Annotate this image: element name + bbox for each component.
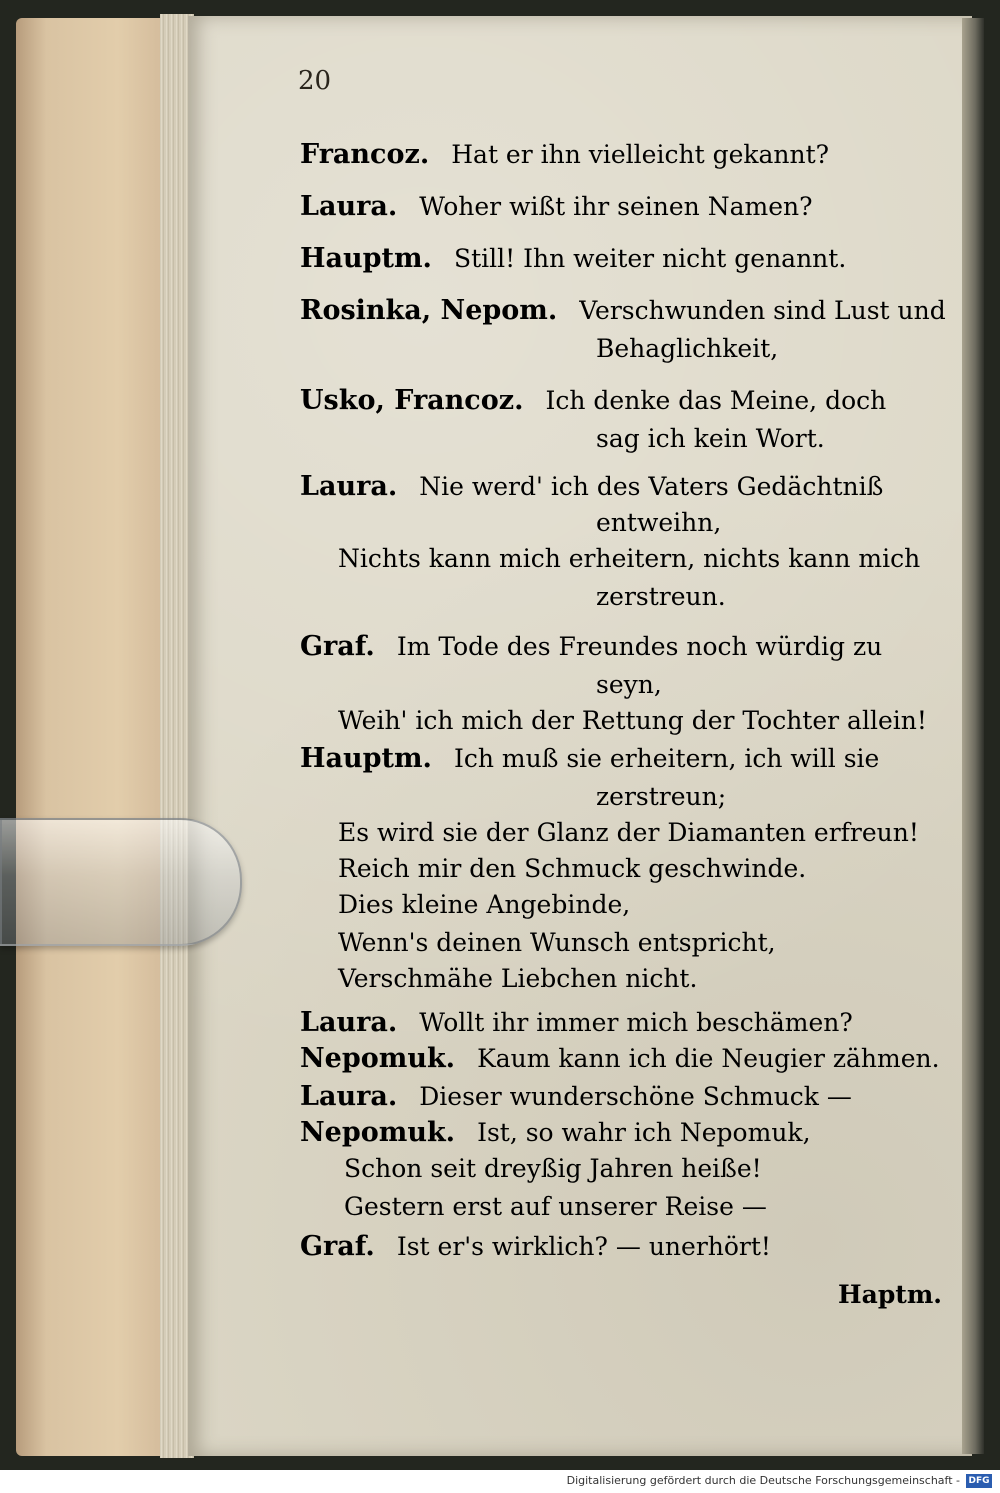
text-line [596, 334, 778, 364]
speaker-name: Hauptm. [300, 743, 432, 774]
footer-credit: Digitalisierung gefördert durch die Deutsche Forschungsgemeinschaft - [566, 1474, 960, 1487]
line-text: Dies kleine Angebinde, [338, 890, 631, 919]
line-text: Verschmähe Liebchen nicht. [338, 964, 698, 993]
speaker-name: Rosinka, Nepom. [300, 295, 558, 326]
text-line [596, 424, 825, 454]
text-line [596, 508, 721, 538]
line-text: Schon seit dreyßig Jahren heiße! [344, 1154, 762, 1183]
line-text: Verschwunden sind Lust und [579, 296, 946, 325]
line-text: Nichts kann mich erheitern, nichts kann mich [338, 544, 921, 573]
text-line [300, 192, 813, 222]
speaker-name: Laura. [300, 471, 398, 502]
speaker-name: Nepomuk. [300, 1117, 456, 1148]
speaker-name: Graf. [300, 1231, 375, 1262]
line-text: Ich denke das Meine, doch [545, 386, 887, 415]
line-text: sag ich kein Wort. [596, 424, 825, 453]
text-line [596, 582, 726, 612]
speaker-name: Usko, Francoz. [300, 385, 524, 416]
line-text: Wenn's deinen Wunsch entspricht, [338, 928, 776, 957]
text-line [300, 296, 946, 326]
line-text: Hat er ihn vielleicht gekannt? [451, 140, 830, 169]
text-line [338, 818, 919, 848]
text-line [300, 386, 886, 416]
line-text: zerstreun. [596, 582, 726, 611]
text-line [300, 1044, 940, 1074]
line-text: Weih' ich mich der Rettung der Tochter allein! [338, 706, 927, 735]
catchword: Haptm. [838, 1280, 943, 1309]
text-line [300, 472, 883, 502]
text-line [338, 706, 927, 736]
text-line [300, 1008, 853, 1038]
speaker-name: Laura. [300, 1081, 398, 1112]
text-line [338, 854, 806, 884]
page-number: 20 [298, 66, 332, 96]
text-line [338, 544, 920, 574]
dfg-logo: DFG [966, 1474, 992, 1488]
page-slider-handle[interactable] [0, 818, 242, 946]
line-text: Behaglichkeit, [596, 334, 779, 363]
speaker-name: Hauptm. [300, 243, 432, 274]
text-line [300, 744, 879, 774]
line-text: Reich mir den Schmuck geschwinde. [338, 854, 807, 883]
text-line [338, 890, 630, 920]
line-text: seyn, [596, 670, 662, 699]
line-text: zerstreun; [596, 782, 727, 811]
line-text: Ich muß sie erheitern, ich will sie [453, 744, 880, 773]
line-text: Gestern erst auf unserer Reise — [344, 1192, 767, 1221]
line-text: Dieser wunderschöne Schmuck — [419, 1082, 852, 1111]
page-right-shadow [962, 18, 984, 1454]
line-text: Wollt ihr immer mich beschämen? [419, 1008, 853, 1037]
footer-bar [0, 1470, 1000, 1493]
speaker-name: Laura. [300, 191, 398, 222]
text-line [338, 964, 697, 994]
line-text: Im Tode des Freundes noch würdig zu [396, 632, 883, 661]
line-text: Still! Ihn weiter nicht genannt. [453, 244, 847, 273]
text-line [300, 140, 829, 170]
speaker-name: Graf. [300, 631, 375, 662]
line-text: Kaum kann ich die Neugier zähmen. [477, 1044, 940, 1073]
speaker-name: Francoz. [300, 139, 430, 170]
line-text: Ist er's wirklich? — unerhört! [396, 1232, 771, 1261]
text-line [300, 244, 846, 274]
text-line [344, 1192, 767, 1222]
text-line [338, 928, 776, 958]
line-text: Nie werd' ich des Vaters Gedächtniß [419, 472, 884, 501]
text-line [344, 1154, 762, 1184]
text-line [300, 1118, 811, 1148]
line-text: Woher wißt ihr seinen Namen? [419, 192, 813, 221]
text-line [596, 782, 726, 812]
text-line [300, 1082, 852, 1112]
line-text: Ist, so wahr ich Nepomuk, [477, 1118, 811, 1147]
text-line [300, 632, 882, 662]
speaker-name: Nepomuk. [300, 1043, 456, 1074]
text-line [596, 670, 662, 700]
line-text: entweihn, [596, 508, 722, 537]
line-text: Es wird sie der Glanz der Diamanten erfreun! [338, 818, 919, 847]
speaker-name: Laura. [300, 1007, 398, 1038]
text-line [300, 1232, 771, 1262]
